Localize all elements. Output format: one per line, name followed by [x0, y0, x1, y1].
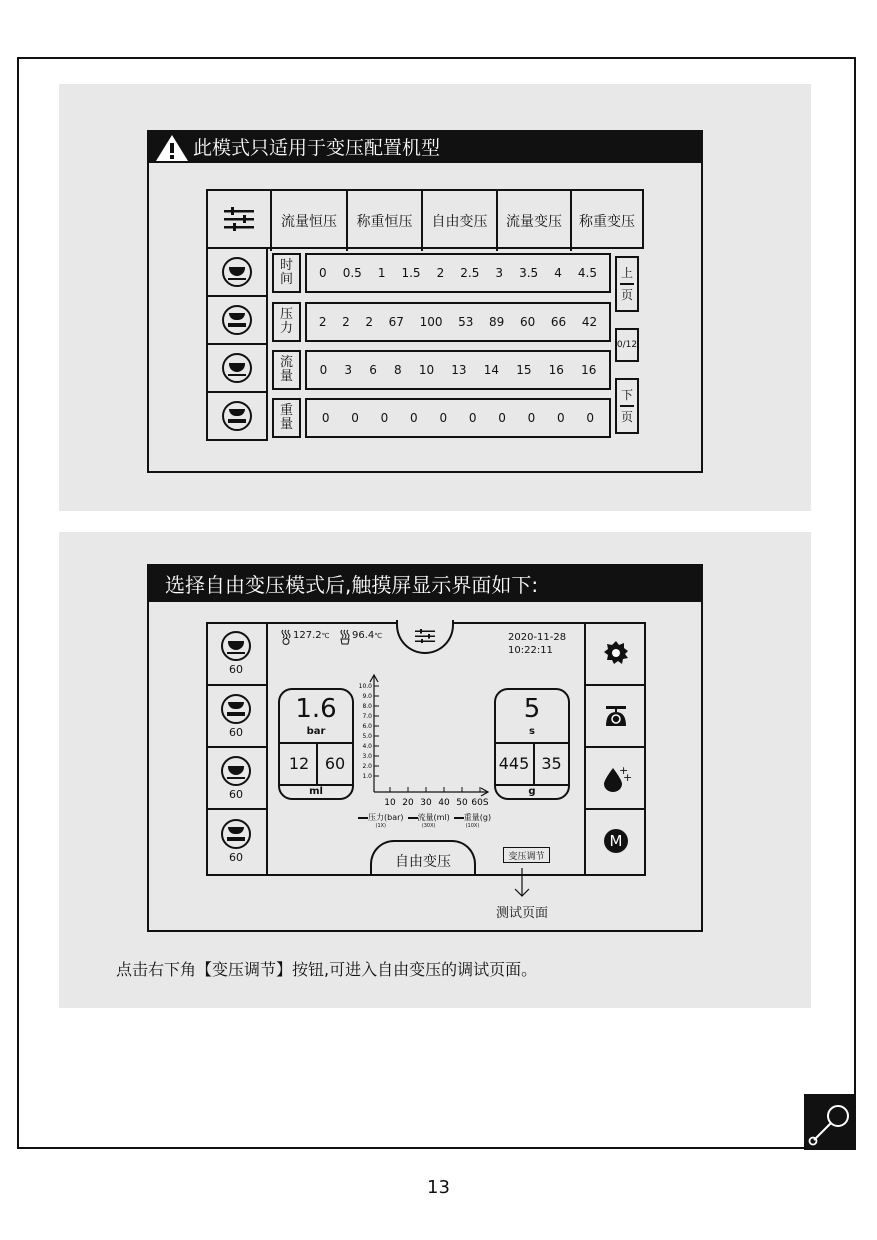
page-number: 13 [427, 1177, 450, 1198]
time-display: 10:22:11 [508, 645, 553, 656]
table-cell[interactable]: 1.5 [401, 266, 421, 280]
x-tick-label: 60S [471, 798, 489, 808]
table-cell[interactable]: 8 [394, 363, 402, 377]
table-cell[interactable]: 53 [458, 315, 474, 329]
row-values-time [305, 253, 611, 293]
m-circle-icon: M [604, 829, 628, 853]
page-down-button[interactable]: 下 页 [615, 378, 639, 434]
brew-temperature: 96.4℃ [352, 630, 383, 641]
weight-left-value: 445 [498, 754, 530, 773]
table-cell[interactable]: 0 [319, 363, 328, 377]
arrow-down-icon [514, 868, 530, 898]
mode-tab-bar [206, 189, 644, 249]
y-tick-label: 9.0 [362, 693, 372, 700]
table-cell[interactable]: 2 [436, 266, 445, 280]
cup-button-2[interactable] [208, 297, 266, 345]
table-cell[interactable]: 0 [527, 411, 536, 425]
table-cell[interactable]: 3 [495, 266, 504, 280]
table-cell[interactable]: 0 [319, 266, 327, 280]
settings-tab[interactable] [208, 191, 270, 247]
svg-text:+: + [623, 771, 633, 784]
portafilter-icon [804, 1094, 856, 1150]
dose-column [206, 622, 268, 876]
instruction-text: 点击右下角【变压调节】按钮,可进入自由变压的调试页面。 [116, 960, 538, 979]
table-cell[interactable]: 0 [410, 411, 418, 425]
tab-weight-constant[interactable]: 称重恒压 [346, 191, 421, 251]
sliders-icon [224, 207, 254, 231]
test-page-label: 测试页面 [496, 906, 549, 921]
time-unit: s [529, 726, 535, 737]
row-values-pressure [305, 302, 611, 342]
row-label-flow: 流 量 [272, 350, 301, 390]
tab-flow-constant[interactable]: 流量恒压 [270, 191, 346, 251]
table-cell[interactable]: 60 [519, 315, 536, 329]
table-cell[interactable]: 15 [516, 363, 532, 377]
flow-left-value: 12 [288, 754, 310, 773]
weight-right-value: 35 [541, 754, 562, 773]
table-cell[interactable]: 1 [377, 266, 386, 280]
table-cell[interactable]: 0 [380, 411, 389, 425]
chart-legend [358, 812, 491, 829]
steam-icon [280, 629, 292, 645]
row-label-pressure: 压 力 [272, 302, 301, 342]
function-column [584, 622, 646, 876]
sliders-icon [415, 629, 435, 643]
cup-icon [222, 353, 252, 383]
scale-icon [604, 705, 628, 727]
profile-chart [354, 672, 494, 822]
time-divider [494, 742, 570, 744]
x-tick-label: 50 [456, 798, 468, 808]
section-title-bar [147, 564, 703, 602]
table-cell[interactable]: 3 [344, 363, 353, 377]
cup-button-4[interactable] [208, 393, 266, 439]
table-cell[interactable]: 2.5 [460, 266, 480, 280]
tab-flow-variable[interactable]: 流量变压 [496, 191, 570, 251]
table-cell[interactable]: 89 [489, 315, 505, 329]
section-title: 选择自由变压模式后,触摸屏显示界面如下: [165, 572, 539, 597]
flow-right-value: 60 [324, 754, 346, 773]
y-tick-label: 2.0 [362, 763, 372, 770]
y-tick-label: 7.0 [362, 713, 372, 720]
table-cell[interactable]: 10 [418, 363, 435, 377]
table-cell[interactable]: 42 [581, 315, 598, 329]
table-cell[interactable]: 13 [451, 363, 467, 377]
pressure-value: 1.6 [295, 694, 337, 724]
warning-text: 此模式只适用于变压配置机型 [193, 137, 441, 159]
warning-bar [147, 130, 703, 163]
mode-label-tab[interactable]: 自由变压 [370, 840, 476, 876]
table-cell[interactable]: 0.5 [342, 266, 362, 280]
table-cell[interactable]: 16 [581, 363, 597, 377]
table-cell[interactable]: 100 [419, 315, 443, 329]
table-cell[interactable]: 14 [483, 363, 500, 377]
table-cell[interactable]: 4.5 [577, 266, 597, 280]
table-cell[interactable]: 16 [548, 363, 564, 377]
x-tick-label: 30 [420, 798, 432, 808]
pressure-adjust-button[interactable]: 变压调节 [503, 847, 550, 863]
tab-free-variable[interactable]: 自由变压 [421, 191, 496, 251]
y-tick-label: 8.0 [362, 703, 372, 710]
double-cup-icon [222, 305, 252, 335]
dose-button-4[interactable]: 60 [206, 810, 266, 872]
clean-button[interactable] [586, 748, 646, 810]
water-drop-icon [602, 764, 633, 792]
table-cell[interactable]: 0 [321, 411, 330, 425]
y-tick-label: 4.0 [362, 743, 372, 750]
table-cell[interactable]: 2 [318, 315, 327, 329]
flow-unit: ml [309, 786, 323, 797]
cup-icon [221, 756, 251, 786]
y-tick-label: 3.0 [362, 753, 372, 760]
pressure-unit: bar [306, 726, 326, 737]
x-tick-label: 10 [384, 798, 396, 808]
x-tick-label: 20 [402, 798, 414, 808]
legend-flow: 流量(ml) (30X) [408, 812, 450, 829]
cup-icon [221, 631, 251, 661]
table-cell[interactable]: 4 [554, 266, 562, 280]
y-tick-label: 5.0 [362, 733, 372, 740]
brew-temp-icon [339, 629, 351, 645]
legend-weight: 重量(g) (10X) [454, 812, 491, 829]
settings-button[interactable] [586, 622, 646, 686]
date-display: 2020-11-28 [508, 632, 567, 643]
x-tick-label: 40 [438, 798, 450, 808]
table-cell[interactable]: 0 [439, 411, 448, 425]
double-cup-icon [221, 819, 251, 849]
row-values-weight [305, 398, 611, 438]
row-label-time: 时 间 [272, 253, 301, 293]
table-cell[interactable]: 0 [351, 411, 359, 425]
gear-icon [603, 640, 629, 666]
dose-button-1[interactable]: 60 [206, 622, 266, 686]
table-cell[interactable]: 0 [557, 411, 565, 425]
table-cell[interactable]: 0 [586, 411, 595, 425]
y-tick-label: 10.0 [358, 683, 372, 690]
scale-button[interactable] [586, 686, 646, 748]
tab-weight-variable[interactable]: 称重变压 [570, 191, 642, 251]
svg-text:+: + [619, 764, 629, 777]
legend-pressure: 压力(bar) (1X) [358, 812, 404, 829]
y-tick-label: 6.0 [362, 723, 372, 730]
time-value: 5 [523, 694, 541, 724]
dose-button-2[interactable]: 60 [206, 686, 266, 748]
steam-temperature: 127.2℃ [293, 630, 330, 641]
brand-logo [804, 1094, 856, 1150]
row-label-weight: 重 量 [272, 398, 301, 438]
cup-button-1[interactable] [208, 249, 266, 297]
table-cell[interactable]: 67 [388, 315, 404, 329]
page-up-button[interactable]: 上 页 [615, 256, 639, 312]
table-cell[interactable]: 66 [550, 315, 567, 329]
dose-button-3[interactable]: 60 [206, 748, 266, 810]
warning-icon [155, 134, 189, 162]
table-cell[interactable]: 3.5 [519, 266, 539, 280]
weight-unit: g [528, 786, 536, 797]
row-values-flow [305, 350, 611, 390]
y-tick-label: 1.0 [362, 773, 372, 780]
double-cup-icon [222, 401, 252, 431]
table-cell[interactable]: 2 [342, 315, 350, 329]
table-cell[interactable]: 0 [498, 411, 506, 425]
menu-m-button[interactable] [586, 810, 646, 872]
page-counter: 0/12 [615, 328, 639, 362]
table-cell[interactable]: 0 [468, 411, 477, 425]
table-cell[interactable]: 2 [365, 315, 374, 329]
table-cell[interactable]: 6 [369, 363, 377, 377]
cup-icon [222, 257, 252, 287]
cup-button-3[interactable] [208, 345, 266, 393]
double-cup-icon [221, 694, 251, 724]
cup-column [206, 249, 268, 441]
